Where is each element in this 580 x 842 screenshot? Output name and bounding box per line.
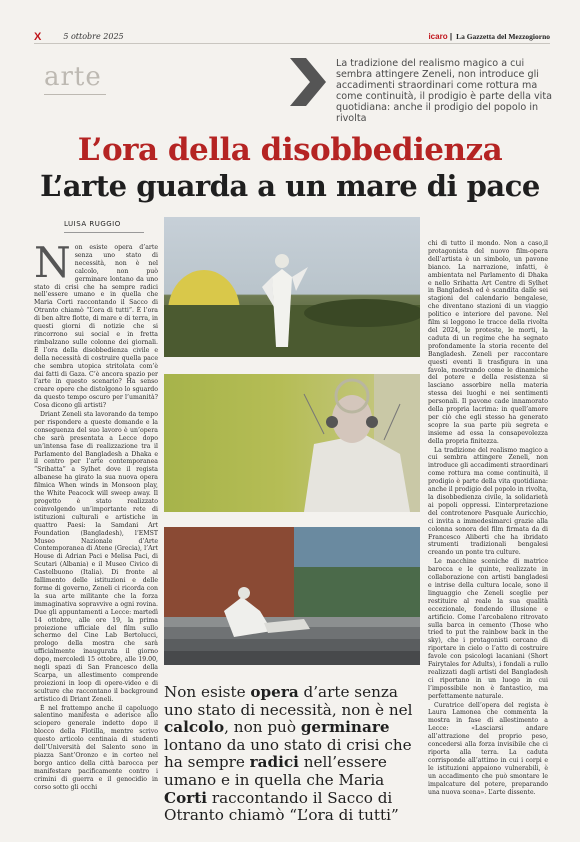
pull-quote-bold: radici	[249, 753, 299, 772]
issue-date: 5 ottobre 2025	[63, 32, 124, 41]
pull-quote-bold: Corti	[164, 788, 208, 807]
pull-quote-text: d’arte senza uno stato di necessità, non è nel	[164, 683, 413, 719]
paragraph: Driant Zeneli sta lavorando da tempo per rispondere a queste domande e la conseguenza del suo lavoro è un’opera che sarà presentata a Lecce dopo un’intensa fase di realizzazione tra il Parlamento del Bangladesh a Dhaka e il centro per l’arte contemporanea “Srihatta” a Sylhet dove il regista albanese ha girato la sua nuova opera filmica When winds in Monsoon play, the White Peacock will sweep away. Il progetto è stato realizzato coinvolgendo un’importante rete di istituzioni culturali e artistiche in quattro Paesi: la Samdani Art Foundation (Bangladesh), l’EMST Museo Nazionale d’Arte Contemporanea di Atene (Grecia), l’Art House di Adrian Paci e Melisa Paci, di Scutari (Albania) e il Museo Civico di Castelbuono (Italia). Di fronte al fallimento delle istituzioni e delle forme di governo, Zeneli ci ricorda con la sua arte militante che la forza immaginativa sopravvive a ogni rovina. Due gli appuntamenti a Lecce: martedì 14 ottobre, alle ore 19, la prima proiezione ufficiale del film sullo schermo del Cine Lab Bertolucci, prologo della mostra che sarà ufficialmente inaugurata il giorno dopo, mercoledì 15 ottobre, alle 19.00, negli spazi di San Francesco della Scarpa, un allestimento comprende proiezioni in loop di opere-video e di sculture che raccontano il background artistico di Driant Zeneli.	[34, 411, 158, 703]
teaser-text: La tradizione del realismo magico a cui sembra attingere Zeneli, non introduce gli accadimenti straordinari come rottura ma come continuità, il prodigio è parte della vita quotidiana: anche il prodigio del popolo in rivolta	[336, 58, 552, 124]
author-rule	[64, 232, 144, 233]
brand-prefix: icaro	[428, 32, 448, 41]
dropcap: N	[34, 244, 71, 287]
pull-quote-bold: opera	[250, 683, 299, 701]
photo-scene-2	[164, 374, 420, 512]
pull-quote-bold: germinare	[300, 718, 390, 737]
photo-scene-3	[164, 527, 420, 665]
article-column-3	[428, 240, 548, 820]
page-header	[34, 30, 550, 44]
section-label: arte	[44, 62, 102, 92]
pull-quote-text: raccontando il Sacco di Otranto chiamò “L’ora di tutti”	[164, 788, 399, 825]
author-byline: LUISA RUGGIO	[64, 220, 121, 228]
section-marker: X	[34, 30, 42, 43]
paragraph: Le macchine sceniche di matrice barocca e le quinte, realizzate in collaborazione con artisti bangladesi e intrise della cultura locale, sono il linguaggio che Zeneli sceglie per restituire al reale la sua qualità eccezionale, fondendo illusione e artificio. Come l’arcobaleno ritrovato sulla barca in cemento (Those who tried to put the rainbow back in the sky), che i protagonisti cercano di riportare in cielo o l’atto di costruire favole con psicologi lacaniani (Short Fairytales for Adults), i fondali a rullo realizzati dagli artisti del Bangladesh ci riportano in un luogo in cui l’impossibile non è fantastico, ma perfettamente naturale.	[428, 558, 548, 700]
newspaper-name: La Gazzetta del Mezzogiorno	[456, 32, 550, 41]
photo-figure-steps	[164, 527, 420, 665]
pull-quote-text: Non esiste	[164, 683, 251, 701]
pull-quote	[164, 684, 422, 825]
paragraph-text: on esiste opera d’arte senza uno stato di necessità, non è nel calcolo, non può germinare lontano da uno stato di crisi che ha sempre radici nell’essere umano e in quella che Maria Corti raccontando il Sacco di Otranto chiamò “L’ora di tutti”. È l’ora di ben altre flotte, di mare e di terra, in questi giorni di notizie che si rincorrono sui social e in fretta rimbalzano sulle colonne dei giornali. È l’ora della disobbedienza civile e della necessità di costruire quella pace che sembra utopica stritolata com’è dai fatti di Gaza. C’è ancora spazio per l’arte in questo scenario? Ha senso creare opere che distolgono lo sguardo da questo tempo oscuro per l’umanità? Cosa dicono gli artisti?	[34, 244, 158, 410]
photo-figure-portrait	[164, 374, 420, 512]
photo-scene-1	[164, 217, 420, 357]
subheadline: L’arte guarda a un mare di pace	[40, 169, 540, 203]
chevron-right-icon	[290, 58, 326, 106]
headline: L’ora della disobbedienza	[77, 132, 503, 168]
pull-quote-text: , non può	[224, 718, 301, 737]
brand-sep: |	[449, 32, 453, 41]
brand	[428, 32, 452, 41]
pull-quote-text: lontano da uno stato di crisi che ha sempre	[164, 735, 412, 772]
photo-figure-field	[164, 217, 420, 357]
paragraph: La tradizione del realismo magico a cui sembra attingere Zeneli, non introduce gli accadimenti straordinari come rottura ma come continuità, il prodigio è parte della vita quotidiana: anche il prodigio del popolo in rivolta, la disobbedienza civile, la solidarietà ai popoli oppressi. L’interpretazione del controtenore Pasquale Auricchio, ci invita a immedesimarci grazie alla colonna sonora del film firmata da di Francesco Aliberti che ha ibridato strumenti tradizionali bengalesi creando un ponte tra culture.	[428, 446, 548, 557]
pull-quote-text: nell’essere umano e in quella che Maria	[164, 753, 387, 789]
paragraph: chi di tutto il mondo. Non a caso,il protagonista del nuovo film-opera dell’artista è un simbolo, un pavone bianco. La narrazione, infatti, è ambientata nel Parlamento di Dhaka e nello Srihatta Art Centre di Sylhet in Bangladesh ed è scandita dalle sei stagioni del calendario bengalese, che diventano stazioni di un viaggio politico e interiore del pavone. Nel film si leggono le tracce della rivolta del 2024, le proteste, le morti, la caduta di un regime che ha segnato profondamente la storia recente del Bangladesh. Zeneli per raccontare questi eventi li trasfigura in una favola, mostrando come le dinamiche del potere e della resistenza si lasciano assorbire nella materia stessa dei luoghi e nei sentimenti personali. Il pavone cade innamorato della propria lacrima: in quell’amore per ciò che egli stesso ha generato scopre la sua parte più segreta e insieme ad essa la consapevolezza della propria finitezza.	[428, 240, 548, 445]
paragraph: Curatrice dell’opera del regista è Laura Lamonea che commenta la mostra in fase di allestimento a Lecce: «Lasciarsi andare all’attrazione del proprio peso, concedersi alla forza invisibile che ci riporta alla terra. La caduta corrisponde all’attimo in cui i corpi e le istituzioni appaiono vulnerabili, è un accadimento che può smontare le impalcature del potere, preparando una nuova scena». L’arte dissente.	[428, 701, 548, 796]
paragraph: È nel frattempo anche il capoluogo salentino manifesta e aderisce allo sciopero generale indetto dopo il blocco della Flotilla, mentre scrivo questo articolo centinaia di studenti dell’Università del Salento sono in piazza Sant’Oronzo e in corteo nel borgo antico della città barocca per manifestare pacificamente contro i crimini di guerra e il genocidio in corso sotto gli occhi	[34, 704, 158, 791]
pull-quote-bold: calcolo	[164, 718, 225, 737]
article-column-1	[34, 244, 158, 816]
section-rule	[44, 94, 106, 95]
paragraph	[34, 244, 158, 410]
